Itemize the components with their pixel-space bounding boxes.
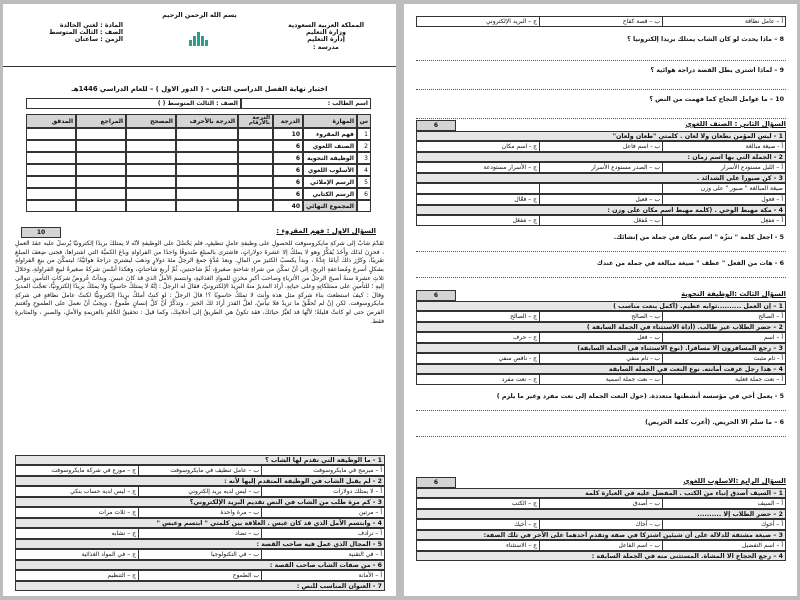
q7-option-c[interactable]: ج – البريد الإلكتروني [486, 18, 537, 25]
sec3-header [416, 289, 786, 301]
grades-cell: 3 [357, 152, 371, 164]
grades-input-cell[interactable] [26, 152, 76, 164]
sec4-item-options [416, 498, 786, 509]
sec2-header [416, 119, 786, 131]
q1-header [21, 226, 376, 238]
grades-cell: فهم المقروء [303, 128, 357, 140]
sec2-option[interactable]: ج – الأسرار مستودعة [483, 164, 537, 171]
question-7: 7 - العنوان المناسب للنص : [15, 581, 385, 591]
sec2-option[interactable]: أ – مَفعِل [662, 216, 785, 225]
grades-input-cell[interactable] [176, 128, 238, 140]
sec2-option[interactable]: أ - صيغة مبالغة [662, 142, 785, 151]
sec4-item-4: 4 – رجع الحجاج الا المشاة. المستثنى منه في الجملة السابقة : [416, 551, 786, 561]
answer-line[interactable] [416, 268, 786, 278]
grades-input-cell[interactable] [76, 152, 126, 164]
section-syntax [416, 289, 786, 437]
sec3-option[interactable]: ب - تام منفي [539, 354, 662, 363]
open-question-8: 8 – ماذا يحدث لو كان الشاب يمتلك بريدا إلكترونيا ؟ [627, 36, 784, 43]
sec3-score: 6 [416, 290, 456, 301]
sec4-option[interactable]: أ – أخوك [662, 520, 785, 529]
sec2-score: 6 [416, 120, 456, 131]
grades-input-cell[interactable] [26, 200, 76, 212]
answer-line[interactable] [416, 76, 786, 90]
header-subject: المادة : لغتي الخالدة الصف : الثالث المتوسط الزمن : ساعتان [48, 22, 123, 44]
grades-input-cell[interactable] [176, 164, 238, 176]
grades-input-cell[interactable] [238, 140, 273, 152]
q7-option-b[interactable]: ب – قصة كفاح [539, 17, 662, 26]
sec3-extra-2: 6 – ما سلم الا الحريص. (أعرب كلمة الحريص) [645, 418, 784, 426]
sec4-item-3: 3 – صيغة مشتقة للدلالة على أن شيئين اشتركا في صفة وتقدم أحدهما على الآخر في تلك الصفة: [416, 530, 786, 540]
sec2-option[interactable]: صيغة المبالغة " صبور " على وزن [662, 184, 785, 193]
sec3-option[interactable]: أ – اسم [662, 333, 785, 342]
question-1-option[interactable]: ب – عامل تنظيف في مايكروسوفت [138, 466, 261, 475]
student-info-row [26, 98, 371, 109]
sec2-item-3: 3 - كن صبورا على الشدائد . [416, 173, 786, 183]
sec4-option[interactable]: أ – السيف [662, 499, 785, 508]
sec3-label: السؤال الثالث :الوظيفة النحوية [681, 291, 786, 299]
grades-input-cell[interactable] [238, 128, 273, 140]
sec2-option[interactable]: ج – فعّال [514, 196, 537, 203]
student-name-field[interactable]: اسم الطالب : [241, 98, 371, 109]
answer-line[interactable] [416, 401, 786, 411]
grades-cell: 6 [273, 164, 303, 176]
grades-cell: 1 [357, 128, 371, 140]
grades-cell: الصنف اللغوي [303, 140, 357, 152]
grades-cell: 5 [357, 176, 371, 188]
sec2-item-options [416, 162, 786, 173]
class-field: الصف : الثالث المتوسط ( ) [26, 98, 241, 109]
sec4-option[interactable]: أ – اسم التفضيل [662, 541, 785, 550]
open-question-10: 10 – ما عوامل النجاح كما فهمت من النص ؟ [649, 96, 784, 103]
sec4-score: 6 [416, 477, 456, 488]
grades-input-cell[interactable] [176, 176, 238, 188]
q7-options [416, 16, 786, 27]
question-4-option[interactable]: ج – تشابه [111, 530, 136, 537]
sec2-label: السؤال الثاني : الصنف اللغوي [685, 121, 786, 129]
grades-input-cell[interactable] [76, 164, 126, 176]
sec2-item-2: 2 - الجملة التي بها اسم زمان : [416, 152, 786, 162]
grades-table-row [26, 176, 371, 188]
question-3-option[interactable]: ب – مرة واحدة [138, 508, 261, 517]
grades-input-cell[interactable] [26, 140, 76, 152]
grades-table-row [26, 140, 371, 152]
sec3-option[interactable]: ب – فعل [539, 333, 662, 342]
sec4-item-2: 2 – حضر الطلاب إلا .......... [416, 509, 786, 519]
ministry-logo-icon [189, 32, 208, 46]
sec2-item-options [416, 141, 786, 152]
grades-cell: 4 [357, 164, 371, 176]
grades-cell: الرسم الكتابي [303, 188, 357, 200]
question-4: 4 - وابتسم الأمل الذي قد كان عبس . العلاقة بين كلمتي " ابتسم وعبس " [15, 518, 385, 528]
open-questions [416, 34, 786, 119]
comprehension-questions [15, 455, 385, 591]
sec3-extra-1: 5 - يعمل أخي في مؤسسة أنشطتها متعددة. (حول النعت الجملة إلى نعت مفرد وغير ما يلزم ) [496, 392, 784, 400]
grades-input-cell[interactable] [126, 200, 176, 212]
sec4-option[interactable]: ب – أصدق [539, 499, 662, 508]
sec2-option[interactable]: ب - اسم فاعل [539, 142, 662, 151]
sec3-option[interactable]: ب – الصالح [539, 312, 662, 321]
question-5: 5 - المجال الذي عمل فيه صاحب القصة : [15, 539, 385, 549]
sec4-option[interactable]: ج – الاستثناء [506, 542, 537, 549]
sec2-item-options [416, 194, 786, 205]
sec2-item-5: 4 - مكة مهبط الوحي . (كلمة مهبط اسم مكان على وزن : [416, 205, 786, 215]
grades-input-cell[interactable] [126, 140, 176, 152]
question-3-option[interactable]: أ – مرتين [261, 508, 384, 517]
grades-input-cell[interactable] [238, 200, 273, 212]
grades-table-header: س المهارة الدرجة الدرجة بالأرقام الدرجة بالأحرف المصحح المراجع المدقق [26, 114, 371, 128]
grades-cell: الوظيفة النحوية [303, 152, 357, 164]
sec3-item-2: 2 – حضر الطلاب غير طالب. (أداة الاستثناء في الجملة السابقة ) [416, 322, 786, 332]
question-4-options [15, 528, 385, 539]
section-style [416, 476, 786, 561]
grades-input-cell[interactable] [126, 152, 176, 164]
grades-input-cell[interactable] [176, 200, 238, 212]
sec2-option[interactable]: أ – الليل مستودع الأسرار [662, 163, 785, 172]
sec2-option [417, 184, 539, 193]
sec4-label: السؤال الرابع :الأسلوب اللغوي [683, 478, 786, 486]
basmala: بسم الله الرحمن الرحيم [162, 12, 237, 19]
question-2-option[interactable]: أ – لا يمتلك دولارات [261, 487, 384, 496]
question-2-option[interactable]: ب – ليس لديه بريد إلكتروني [138, 487, 261, 496]
grades-input-cell[interactable] [176, 140, 238, 152]
q7-option-a[interactable]: أ – عامل نظافة [662, 17, 785, 26]
sec3-item-options [416, 353, 786, 364]
grades-cell: 2 [357, 140, 371, 152]
grades-input-cell[interactable] [176, 152, 238, 164]
question-5-option[interactable]: أ – في التقنية [261, 550, 384, 559]
question-6: 6 - من صفات الشاب صاحب القصة : [15, 560, 385, 570]
question-1-option[interactable]: أ – مبرمج في مايكروسوفت [261, 466, 384, 475]
sec2-option[interactable]: ب – فعيل [539, 195, 662, 204]
sec3-item-options [416, 374, 786, 385]
grades-input-cell[interactable] [26, 188, 76, 200]
sec3-item-options [416, 332, 786, 343]
grades-table [26, 114, 371, 212]
grades-input-cell[interactable] [238, 188, 273, 200]
grades-cell: 6 [273, 140, 303, 152]
exam-title: اختبار نهاية الفصل الدراسي الثاني – ( الدور الأول ) – للعام الدراسي 1446هـ [71, 86, 328, 93]
sec3-item-1: 1 – إن العمل ..........ثوابه عظيم. (أكمل بنعت مناسب ) [416, 301, 786, 311]
reading-passage: تَقَدَّمَ شابٌّ إلى شركةِ مايكروسوفت للحصولِ على وظيفةِ عاملِ تنظيفٍ، فلم يَحْصُلْ على الوظيفةِ لأنَّه لا يمتلكُ بريدًا إلكترونيًّا يُرسلُ عليه عقدَ العملِ ، فحزِنَ لذلك وأَخَذَ يُفكِّرُ وهو لا يملكُ إلا عَشرةَ دولاراتٍ، فاشترى بالمبلغِ صُندوقًا واحدًا من الفراولةِ وباعَ الكميَّةَ التي اشتراها، فجنى ضِعفَ المبلغِ تقريبًا، وكرَّرَ ذلكَ أيامًا عِدَّةً ، وبدأ يكسبُ الكثيرَ من المالِ. وبعدَ مُدَّةٍ جمعَ الرجلُ مئةَ دولارٍ وذهبَ ليشتريَ دراجةً هوائيَّةً؛ ليتمكَّنَ من بيعِ الفراولةِ بشكلٍ أسرعَ ومُضاعفةِ الربحِ، إلى أنْ تمكَّنَ من شراءِ شاحنةٍ صغيرةٍ، ثُمَّ شاحنتين، ثُمَّ أربعِ شاحناتٍ، وهكذا أسَّسَ شركةً صغيرةً لبيعِ الفراولةِ، وخلالَ ثلاثِ عشرةَ سنةً أصبحَ الرجلُ من الأثرياءِ وصاحبَ أكبرِ مخزنٍ للموادِ الغذائيةِ، وابتسمَ الأملُ الذي قد كانَ عبسَ. وبدأتْ عُروضُ شركاتِ التأمينِ تتوالى إليهِ ؛ للتأمينِ على ممتلكاتِهِ وعلى حياتِهِ. أرادَ المديرُ منهُ البريدَ الإلكترونيَّ، فقالَ له الرجلُ : إنَّهُ لا يمتلكُ حاسوبًا ولا يملكُ بريدًا إلكترونيًّا، تعجَّبَ المديرُ وقالَ : كيفَ استطعتَ بناءَ شركةٍ مثل هذه وأنتَ لا تملكُ حاسوبًا ؟! قالَ الرجلُ : لو كنتُ أملكُ بريدًا إلكترونيًّا لكنتُ عاملَ نظافةٍ في شركةِ مايكروسوفت. لكن إنْ لم تُحقِّقْ ما تريدُ فلا تيأسْ، لعلَّ القدرَ أرادَ لكَ الخيرَ ، وتذكَّرْ أنَّ كلَّ إنسانٍ طُموحٌ ، ويجبُ أنْ نعملَ على الطموحِ وتُغتنمَ الفرصَ حتى لو كانتْ قليلةً؛ لأنَّها قد تُغيِّرُ حياتَكَ، فقد تكونُ هي الطريقُ إلى أحلامِكَ، وكما قيلَ : تحقيقُ الحُلمِ بالعزيمةِ والأملِ، والصبرِ ، والمثابرةِ فقط. [15, 240, 384, 325]
question-6-option[interactable]: أ – الأمانة [261, 571, 384, 580]
question-5-option[interactable]: ب – في التكنولوجيا [138, 550, 261, 559]
open-question-9: 9 – لماذا اشترى بطل القصة دراجة هوائية ؟ [650, 67, 784, 74]
sec2-option[interactable]: أ – فعول [662, 195, 785, 204]
sec3-option[interactable]: أ - تام مثبت [662, 354, 785, 363]
question-4-option[interactable]: أ – ترادف [261, 529, 384, 538]
question-3: 3 - كم مرة طلب من الشاب في النص تقديم البريد الإلكتروني؟ [15, 497, 385, 507]
sec4-item-1: 1 – السيف أصدق إنباء من الكتب . المفضل عليه في العبارة كلمة [416, 488, 786, 498]
sec2-option[interactable]: ج – مَفعَل [512, 217, 537, 224]
grades-table-row [26, 164, 371, 176]
sec2-item-options [416, 215, 786, 226]
question-3-option[interactable]: ج – ثلاث مرات [98, 509, 136, 516]
section-lexical-class [416, 119, 786, 278]
sec4-item-options [416, 519, 786, 530]
grades-input-cell[interactable] [176, 188, 238, 200]
sec3-option[interactable]: أ – نعت جملة فعلية [662, 375, 785, 384]
sec3-item-3: 3 – رجع المسافرون إلا مسافرا. (نوع الاستثناء في الجملة السابقة) [416, 343, 786, 353]
ministry-logo [153, 26, 243, 52]
grades-cell: 10 [273, 128, 303, 140]
grades-table-row [26, 200, 371, 212]
grades-input-cell[interactable] [76, 140, 126, 152]
question-2-options [15, 486, 385, 497]
grades-input-cell[interactable] [126, 188, 176, 200]
question-6-option[interactable]: ب الطموح [138, 571, 261, 580]
question-4-option[interactable]: ب – تضاد [138, 529, 261, 538]
sec2-option[interactable]: ب – مُفعَل [539, 216, 662, 225]
question-6-options [15, 570, 385, 581]
grades-cell [357, 200, 371, 212]
grades-input-cell[interactable] [26, 176, 76, 188]
question-1-option[interactable]: ج – موزع في شركة مايكروسوفت [51, 467, 136, 474]
grades-table-row [26, 152, 371, 164]
question-1-options [15, 465, 385, 476]
question-2-option[interactable]: ج – ليس لديه حساب بنكي [70, 488, 136, 495]
sec4-option[interactable]: ب – اسم الفاعل [539, 541, 662, 550]
sec4-item-options [416, 540, 786, 551]
sec2-extra-2: 6 - هات من الفعل " عطف " صيغة مبالغة في جملة من عندك [597, 259, 784, 267]
sec4-option[interactable]: ب – أخاك [539, 520, 662, 529]
sec3-item-4: 4 – هذا رجل عرفت أمانته. نوع النعت في الجملة السابقة [416, 364, 786, 374]
sec3-option[interactable]: ب – نعت جملة اسمية [539, 375, 662, 384]
sec3-option[interactable]: ج – الصالح [510, 313, 537, 320]
question-6-option[interactable]: ج – التنظيم [107, 572, 136, 579]
sec2-item-1: 1 - ليس المؤمن بطعان ولا لعان . كلمتي "طعان ولعان" [416, 131, 786, 141]
grades-input-cell[interactable] [238, 164, 273, 176]
sec4-option[interactable]: ج – الكتب [511, 500, 537, 507]
sec2-option[interactable]: ب – الصدر مستودع الأسرار [539, 163, 662, 172]
grades-table-row [26, 128, 371, 140]
grades-cell: المجموع النهائي [303, 200, 357, 212]
grades-cell: 6 [273, 188, 303, 200]
question-5-option[interactable]: ج – في المواد الغذائية [81, 551, 136, 558]
sec2-option [539, 184, 662, 193]
grades-input-cell[interactable] [76, 128, 126, 140]
grades-cell: 40 [273, 200, 303, 212]
q1-label: السؤال الأول : فهم المقروء : [276, 228, 376, 236]
grades-input-cell[interactable] [238, 176, 273, 188]
exam-page-left [3, 4, 396, 596]
grades-cell: الأسلوب اللغوي [303, 164, 357, 176]
question-5-options [15, 549, 385, 560]
grades-input-cell[interactable] [238, 152, 273, 164]
exam-page-right [404, 4, 797, 596]
grades-cell: 6 [273, 176, 303, 188]
sec3-option[interactable]: ج - ناقص منفي [498, 355, 537, 362]
header-ministry: المملكة العربية السعودية وزارة التعليم إدارة التعليم مدرسة : [288, 22, 364, 51]
sec3-item-options [416, 311, 786, 322]
question-1: 1 - ما الوظيفة التي تقدم لها الشاب ؟ [15, 455, 385, 465]
sec4-option[interactable]: ج – أخيك [514, 521, 537, 528]
sec4-header [416, 476, 786, 488]
sec3-option[interactable]: ج – حرف [513, 334, 537, 341]
grades-cell: 6 [357, 188, 371, 200]
grades-input-cell[interactable] [76, 176, 126, 188]
grades-input-cell[interactable] [76, 200, 126, 212]
grades-input-cell[interactable] [126, 176, 176, 188]
grades-table-body [26, 128, 371, 212]
divider [3, 66, 396, 67]
grades-cell: الرسم الإملائي [303, 176, 357, 188]
answer-line[interactable] [416, 242, 786, 252]
grades-input-cell[interactable] [76, 188, 126, 200]
grades-input-cell[interactable] [26, 164, 76, 176]
grades-table-row [26, 188, 371, 200]
grades-input-cell[interactable] [126, 164, 176, 176]
grades-input-cell[interactable] [126, 128, 176, 140]
sec2-item-options [416, 183, 786, 194]
answer-line[interactable] [416, 45, 786, 61]
question-3-options [15, 507, 385, 518]
sec3-option[interactable]: ج – نعت مفرد [501, 376, 537, 383]
sec2-extra-1: 5 - اجعل كلمة " تنزّه " اسم مكان في جملة من إنشائك. [613, 233, 784, 241]
sec2-option[interactable]: ج - اسم مكان [501, 143, 537, 150]
grades-cell: 6 [273, 152, 303, 164]
question-2: 2 - لم يقبل الشاب في الوظيفة المتقدم إليها لأنه : [15, 476, 385, 486]
answer-line[interactable] [416, 105, 786, 119]
sec3-option[interactable]: أ – الصالح [662, 312, 785, 321]
grades-input-cell[interactable] [26, 128, 76, 140]
answer-line[interactable] [416, 427, 786, 437]
q1-score: 10 [21, 227, 61, 238]
